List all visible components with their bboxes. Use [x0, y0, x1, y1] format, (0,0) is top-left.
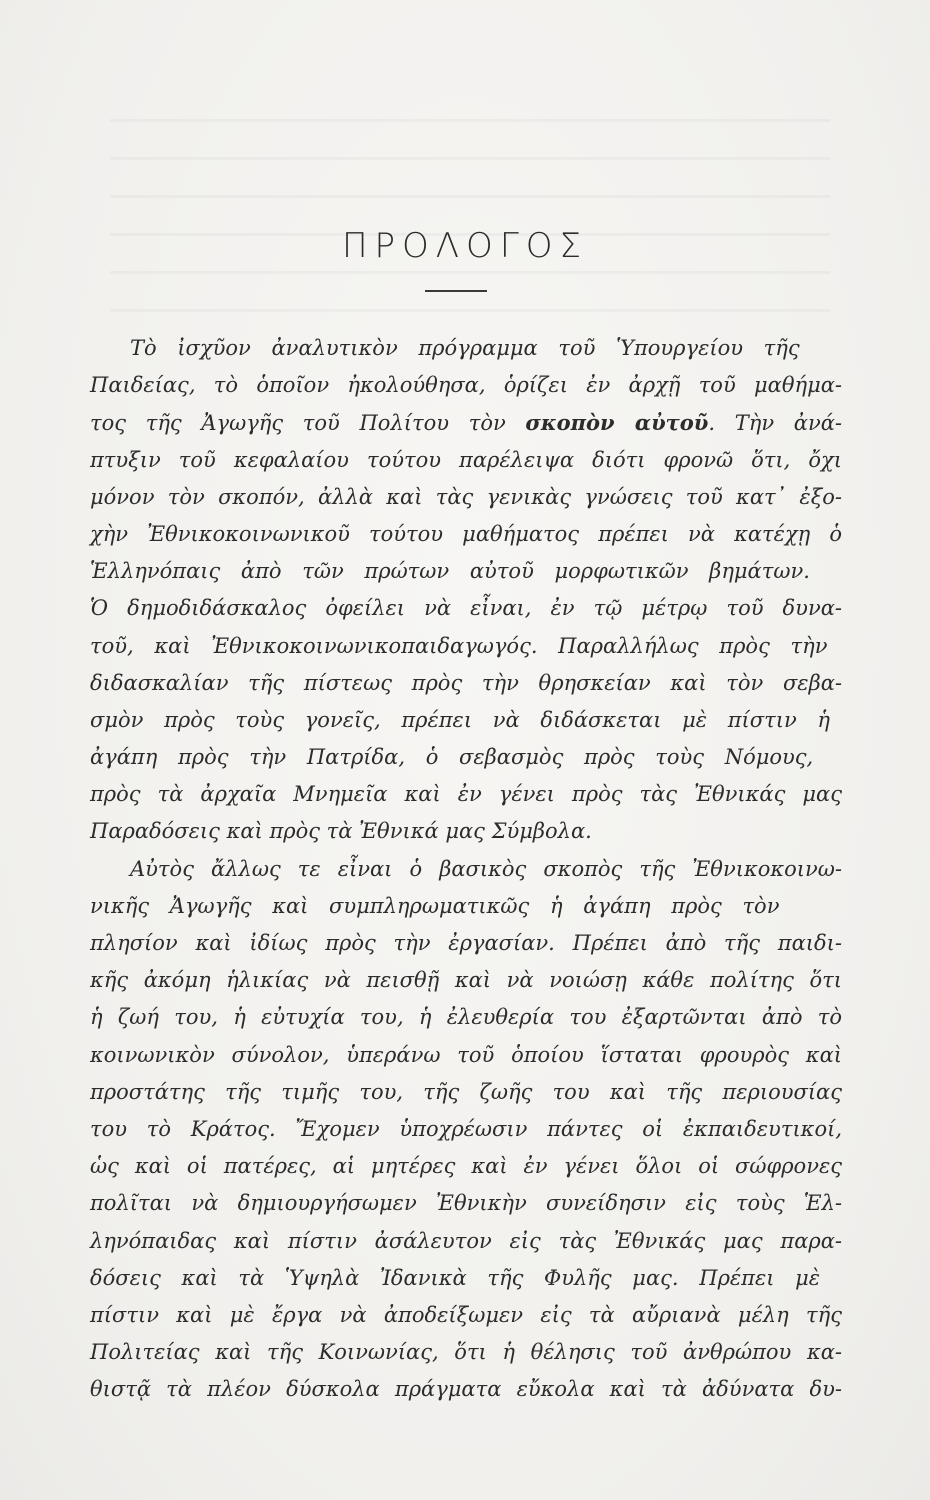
text-line-6-content: χὴν Ἐθνικοκοινωνικοῦ τούτου μαθήματος πρέπει νὰ κατέχῃ ὁ	[90, 521, 842, 546]
text-line-5-content: μόνον τὸν σκοπόν, ἀλλὰ καὶ τὰς γενικὰς γνώσεις τοῦ κατ᾽ ἐξο-	[90, 484, 842, 509]
text-line-13-content: πρὸς τὰ ἀρχαῖα Μνημεῖα καὶ ἐν γένει πρὸς τὰς Ἐθνικάς μας	[90, 782, 842, 807]
text-line-19-content: ἡ ζωή του, ἡ εὐτυχία του, ἡ ἐλευθερία του ἐξαρτῶνται ἀπὸ τὸ	[90, 1005, 842, 1030]
text-line-27-content: πίστιν καὶ μὲ ἔργα νὰ ἀποδείξωμεν εἰς τὰ αὔριανὰ μέλη τῆς	[90, 1302, 842, 1327]
text-line-19	[90, 999, 842, 1036]
text-line-9-content: τοῦ, καὶ Ἐθνικοκοινωνικοπαιδαγωγός. Παραλλήλως πρὸς τὴν	[90, 633, 828, 658]
text-line-24-content: πολῖται νὰ δημιουργήσωμεν Ἐθνικὴν συνείδησιν εἰς τοὺς Ἑλ-	[90, 1191, 842, 1216]
text-line-9	[90, 628, 842, 665]
text-line-25	[90, 1223, 842, 1260]
text-line-8	[90, 590, 842, 627]
text-line-12	[90, 739, 842, 776]
text-line-11-content: σμὸν πρὸς τοὺς γονεῖς, πρέπει νὰ διδάσκεται μὲ πίστιν ἡ	[90, 707, 830, 732]
text-line-11	[90, 702, 842, 739]
text-line-21	[90, 1074, 842, 1111]
text-line-16	[90, 888, 842, 925]
text-line-2-content: Παιδείας, τὸ ὁποῖον ἠκολούθησα, ὁρίζει ἐν ἀρχῇ τοῦ μαθήμα-	[90, 373, 842, 398]
text-line-3-part-a: τος τῆς Ἀγωγῆς τοῦ Πολίτου τὸν	[90, 411, 526, 436]
prologue-body	[90, 330, 842, 1408]
text-line-7-content: Ἑλληνόπαις ἀπὸ τῶν πρώτων αὐτοῦ μορφωτικῶν βημάτων.	[90, 559, 810, 584]
text-line-4-content: πτυξιν τοῦ κεφαλαίου τούτου παρέλειψα διότι φρονῶ ὅτι, ὄχι	[90, 447, 842, 472]
text-line-3-content	[90, 404, 842, 441]
text-line-6	[90, 516, 842, 553]
text-line-14-content: Παραδόσεις καὶ πρὸς τὰ Ἐθνικά μας Σύμβολα.	[90, 819, 592, 844]
text-line-3-part-c: . Τὴν ἀνά-	[708, 411, 843, 436]
text-line-25-content: ληνόπαιδας καὶ πίστιν ἀσάλευτον εἰς τὰς Ἐθνικάς μας παρα-	[90, 1228, 842, 1253]
text-line-10	[90, 665, 842, 702]
text-line-18	[90, 962, 842, 999]
text-line-18-content: κῆς ἀκόμη ἡλικίας νὰ πεισθῇ καὶ νὰ νοιώσῃ κάθε πολίτης ὅτι	[90, 968, 842, 993]
text-line-4	[90, 442, 842, 479]
text-line-8-content: Ὁ δημοδιδάσκαλος ὀφείλει νὰ εἶναι, ἐν τῷ μέτρῳ τοῦ δυνα-	[90, 596, 842, 621]
text-line-24	[90, 1185, 842, 1222]
text-line-16-content: νικῆς Ἀγωγῆς καὶ συμπληρωματικῶς ἡ ἀγάπη πρὸς τὸν	[90, 893, 780, 918]
text-line-20	[90, 1037, 842, 1074]
text-line-14	[90, 813, 842, 850]
text-line-27	[90, 1297, 842, 1334]
text-line-13	[90, 776, 842, 813]
text-line-15	[90, 851, 842, 888]
text-line-10-content: διδασκαλίαν τῆς πίστεως πρὸς τὴν θρησκείαν καὶ τὸν σεβα-	[90, 670, 842, 695]
text-line-26	[90, 1260, 842, 1297]
text-line-28	[90, 1334, 842, 1371]
text-line-3	[90, 404, 842, 441]
text-line-21-content: προστάτης τῆς τιμῆς του, τῆς ζωῆς του καὶ τῆς περιουσίας	[90, 1079, 842, 1104]
text-line-17	[90, 925, 842, 962]
text-line-5	[90, 479, 842, 516]
text-line-1-content: Τὸ ἰσχῦον ἀναλυτικὸν πρόγραμμα τοῦ Ὑπουργείου τῆς	[130, 336, 800, 360]
text-line-7	[90, 553, 842, 590]
text-line-12-content: ἀγάπη πρὸς τὴν Πατρίδα, ὁ σεβασμὸς πρὸς τοὺς Νόμους,	[90, 745, 814, 770]
text-line-23-content: ὡς καὶ οἱ πατέρες, αἱ μητέρες καὶ ἐν γένει ὅλοι οἱ σώφρονες	[90, 1154, 842, 1179]
text-line-26-content: δόσεις καὶ τὰ Ὑψηλὰ Ἰδανικὰ τῆς Φυλῆς μας. Πρέπει μὲ	[90, 1265, 821, 1290]
text-line-15-content: Αὐτὸς ἄλλως τε εἶναι ὁ βασικὸς σκοπὸς τῆς Ἐθνικοκοινω-	[130, 856, 842, 881]
title-underline	[425, 290, 487, 292]
text-line-28-content: Πολιτείας καὶ τῆς Κοινωνίας, ὅτι ἡ θέλησις τοῦ ἀνθρώπου κα-	[90, 1340, 842, 1365]
text-line-29	[90, 1371, 842, 1408]
text-line-22	[90, 1111, 842, 1148]
text-line-29-content: θιστᾷ τὰ πλέον δύσκολα πράγματα εὔκολα καὶ τὰ ἀδύνατα δυ-	[90, 1377, 842, 1402]
text-line-17-content: πλησίον καὶ ἰδίως πρὸς τὴν ἐργασίαν. Πρέπει ἀπὸ τῆς παιδι-	[90, 931, 842, 955]
page-title: ΠΡΟΛΟΓΟΣ	[341, 226, 589, 266]
text-line-22-content: του τὸ Κράτος. Ἔχομεν ὑποχρέωσιν πάντες οἱ ἐκπαιδευτικοί,	[90, 1116, 842, 1141]
text-line-1	[90, 330, 842, 367]
text-line-20-content: κοινωνικὸν σύνολον, ὑπεράνω τοῦ ὁποίου ἵσταται φρουρὸς καὶ	[90, 1042, 842, 1067]
text-line-2	[90, 367, 842, 404]
text-line-23	[90, 1148, 842, 1185]
emphasized-phrase: σκοπὸν αὐτοῦ	[525, 410, 709, 436]
